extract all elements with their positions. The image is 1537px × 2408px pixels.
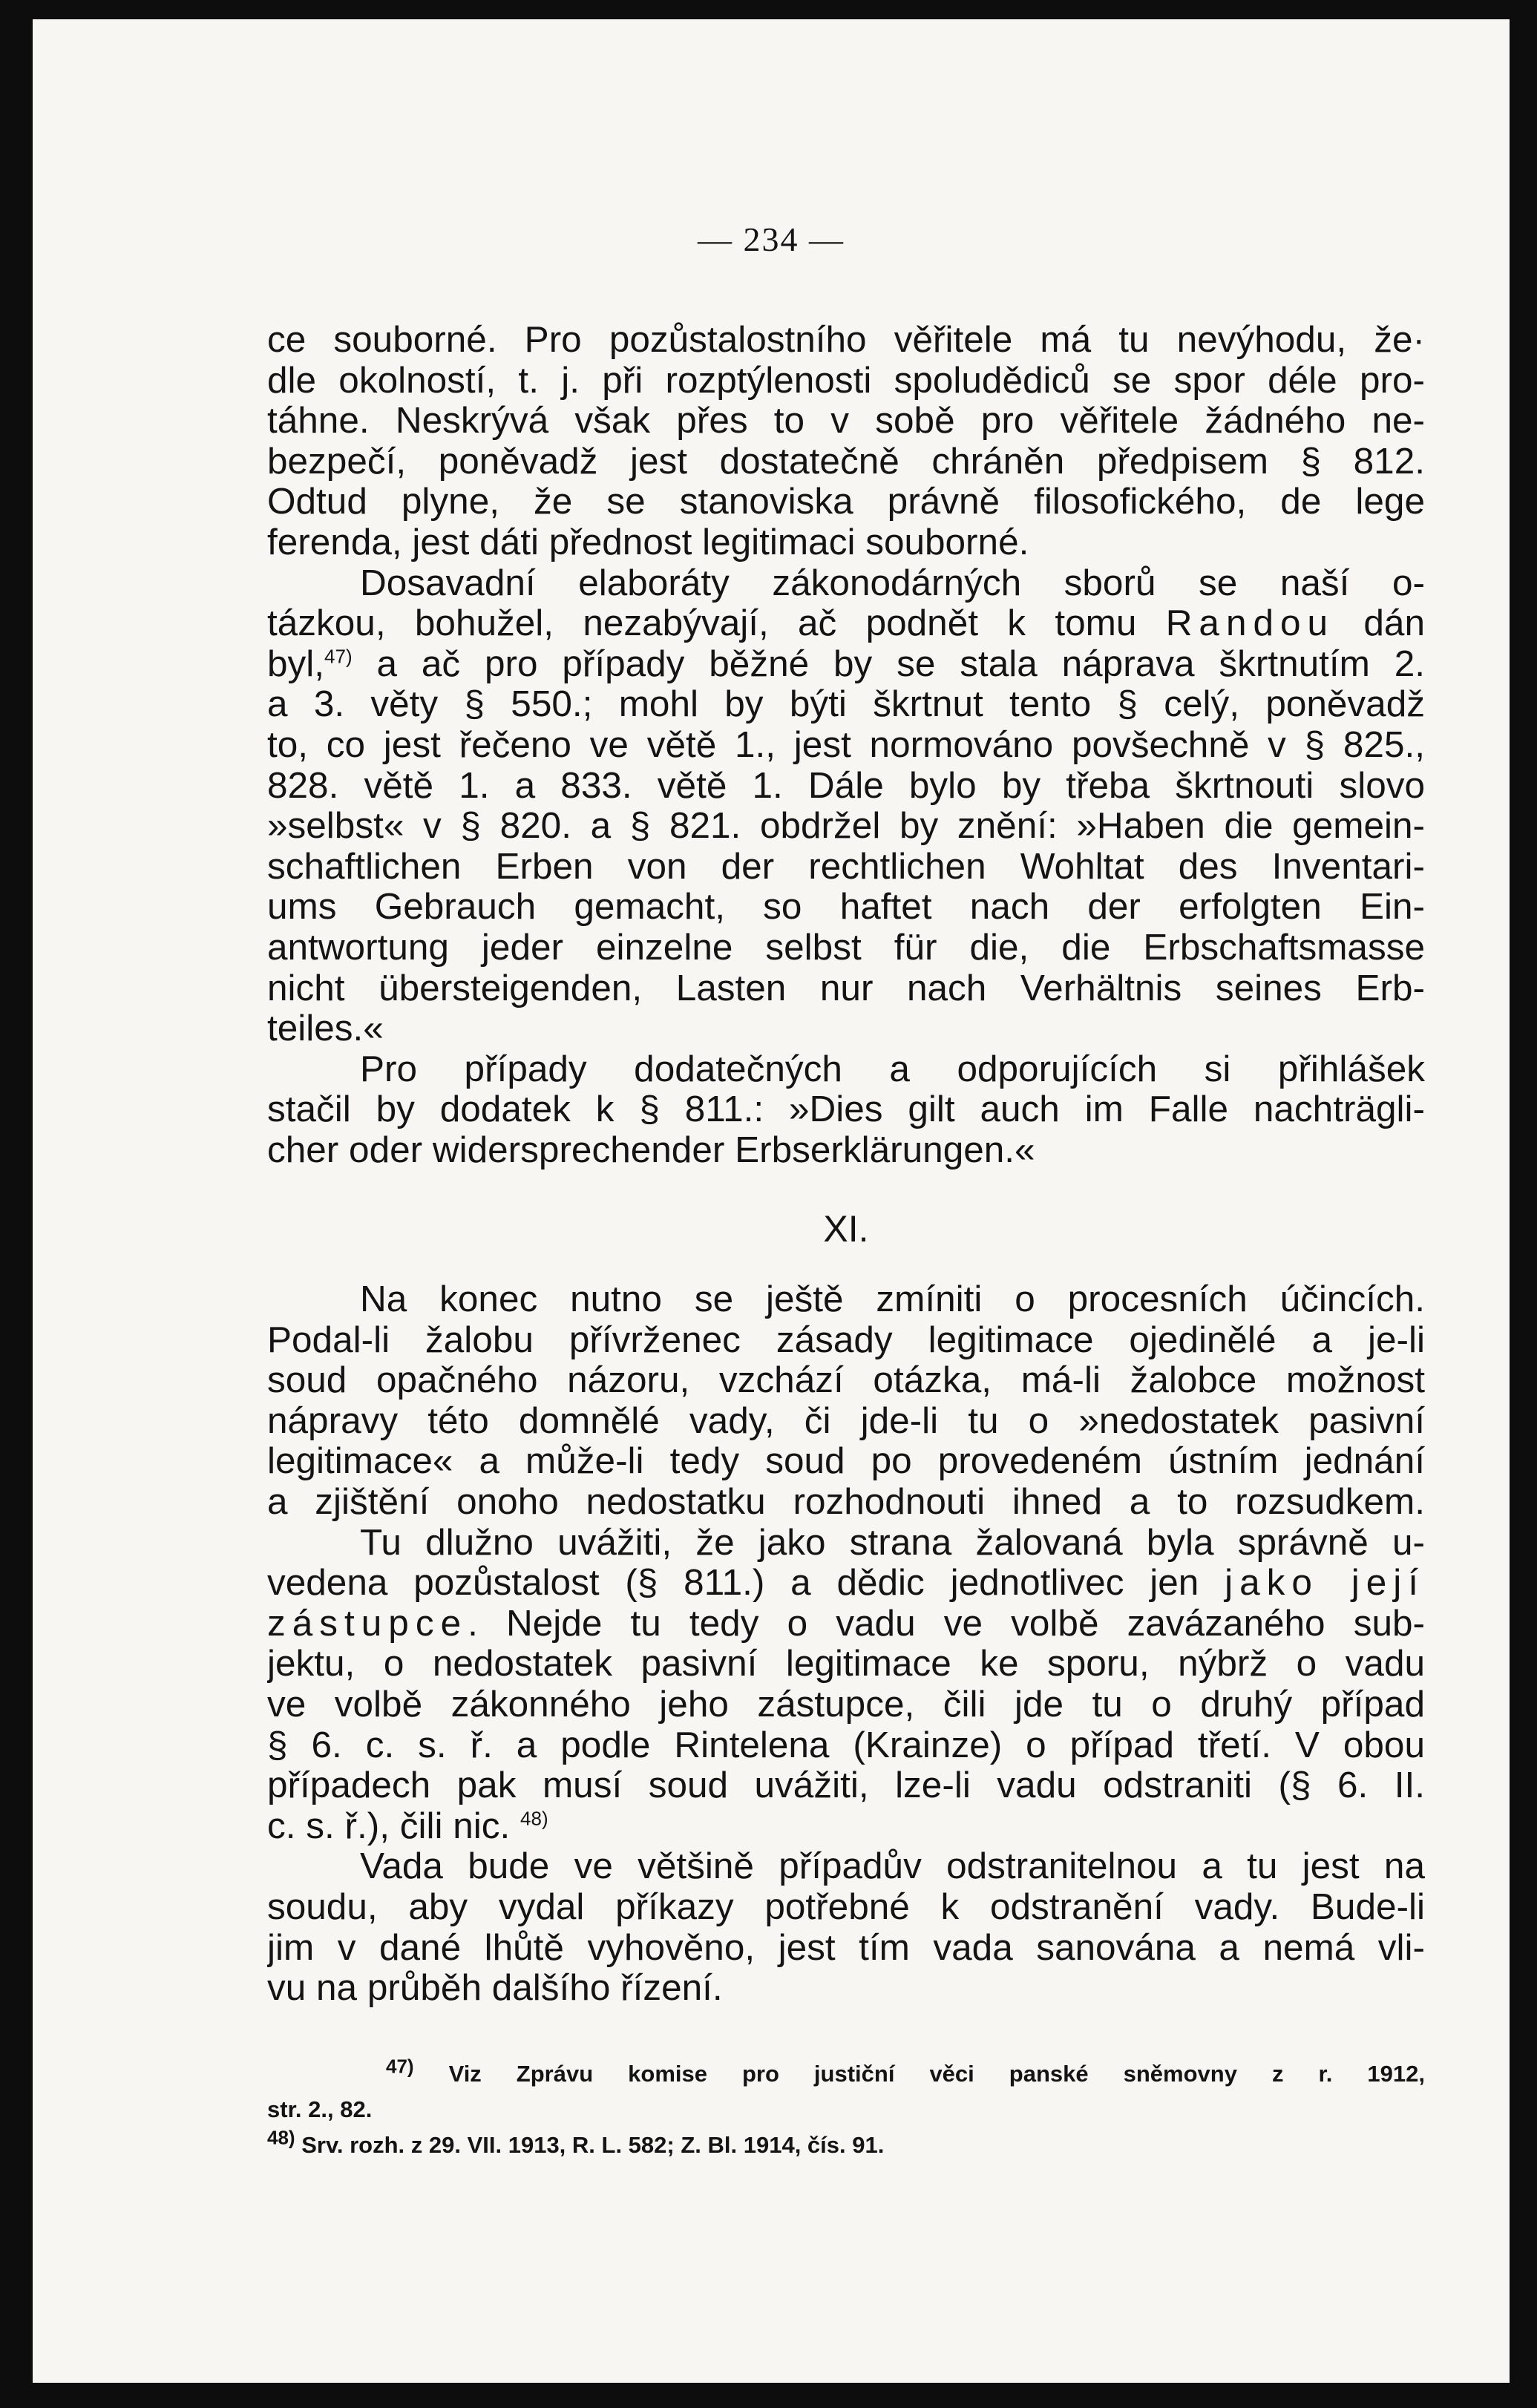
text-line: táhne. Neskrývá však přes to v sobě pro věřitele žádného ne- [267,401,1425,442]
text-line: stačil by dodatek k § 811.: »Dies gilt auch im Falle nachträgli- [267,1089,1425,1130]
text-line: soud opačného názoru, vzchází otázka, má-li žalobce možnost [267,1360,1425,1401]
text-line: Odtud plyne, že se stanoviska právně filosofického, de lege [267,482,1425,522]
text-line: »selbst« v § 820. a § 821. obdržel by znění: »Haben die gemein- [267,806,1425,847]
body-text [267,320,1425,2009]
text-line: 828. větě 1. a 833. větě 1. Dále bylo by třeba škrtnouti slovo [267,765,1425,806]
text-line: antwortung jeder einzelne selbst für die, die Erbschaftsmasse [267,927,1425,968]
author-name: Randou [1165,603,1335,644]
footnote-ref-47: 47) [324,645,353,668]
text-line: vu na průběh dalšího řízení. [267,1968,723,2009]
text-line: ums Gebrauch gemacht, so haftet nach der erfolgten Ein- [267,887,1425,928]
text-line: ferenda, jest dáti přednost legitimaci souborné. [267,522,1029,562]
section-heading: XI. [823,1208,869,1250]
text-line: schaftlichen Erben von der rechtlichen Wohltat des Inventari- [267,846,1425,887]
text-line: Vada bude ve většině případův odstranitelnou a tu jest na [360,1846,1425,1887]
text-line: ce souborné. Pro pozůstalostního věřitele má tu nevýhodu, že· [267,320,1425,360]
text-line: Podal-li žalobu přívrženec zásady legitimace ojedinělé a je-li [267,1319,1425,1360]
text-line: soudu, aby vydal příkazy potřebné k odstranění vady. Bude-li [267,1886,1425,1927]
text-line: Pro případy dodatečných a odporujících si přihlášek [360,1049,1425,1089]
text-line: teiles.« [267,1008,384,1049]
text-line: Dosavadní elaboráty zákonodárných sborů se naší o- [360,562,1425,603]
text-line: byl,$^{47)}$ a ač pro případy běžné by se stala náprava škrtnutím 2. [267,643,1425,684]
emphasis: zástupce [267,1603,468,1644]
text-line: dle okolností, t. j. při rozptýlenosti spoludědiců se spor déle pro- [267,360,1425,401]
text-line: cher oder widersprechender Erbserklärungen.« [267,1129,1035,1170]
emphasis: jako její [1225,1563,1425,1604]
text-line: případech pak musí soud uvážiti, lze-li vadu odstraniti (§ 6. II. [267,1765,1425,1806]
text-line: vedena pozůstalost (§ 811.) a dědic jednotlivec jen jako její [267,1563,1425,1604]
text-line: jektu, o nedostatek pasivní legitimace ke sporu, nýbrž o vadu [267,1644,1425,1684]
text-line: ve volbě zákonného jeho zástupce, čili jde tu o druhý případ [267,1684,1425,1725]
text-line: Na konec nutno se ještě zmíniti o procesních účincích. [360,1279,1425,1320]
footnote-48: $^{48)}$ Srv. rozh. z 29. VII. 1913, R. L. 582; Z. Bl. 1914, čís. 91. [267,2126,885,2158]
text-line: jim v dané lhůtě vyhověno, jest tím vada sanována a nemá vli- [267,1927,1425,1968]
text-line: c. s. ř.), čili nic. $^{48)}$ [267,1805,548,1846]
footnotes [267,2056,1425,2163]
text-line: tázkou, bohužel, nezabývají, ač podnět k tomu Randou dán [267,603,1425,644]
text-line: to, co jest řečeno ve větě 1., jest normováno povšechně v § 825., [267,724,1425,765]
footnote-47-cont: str. 2., 82. [267,2096,373,2122]
page-number: — 234 — [698,220,845,258]
text-line: nápravy této domnělé vady, či jde-li tu o »nedostatek pasivní [267,1400,1425,1441]
footnote-ref-48: 48) [520,1807,548,1830]
text-line: Tu dlužno uvážiti, že jako strana žalovaná byla správně u- [360,1522,1425,1563]
text-line: a 3. věty § 550.; mohl by býti škrtnut tento § celý, poněvadž [267,684,1425,725]
text-line: zástupce. Nejde tu tedy o vadu ve volbě zavázaného sub- [267,1603,1425,1644]
text-line: bezpečí, poněvadž jest dostatečně chráněn předpisem § 812. [267,441,1425,482]
book-page [33,19,1510,2383]
text-line: legitimace« a může-li tedy soud po provedeném ústním jednání [267,1441,1425,1482]
footnote-47: $^{47)}$ Viz Zprávu komise pro justiční věci panské sněmovny z r. 1912, [386,2055,1425,2087]
text-line: nicht übersteigenden, Lasten nur nach Verhältnis seines Erb- [267,968,1425,1008]
text-line: a zjištění onoho nedostatku rozhodnouti ihned a to rozsudkem. [267,1482,1425,1523]
text-line: § 6. c. s. ř. a podle Rintelena (Krainze) o případ třetí. V obou [267,1725,1425,1765]
